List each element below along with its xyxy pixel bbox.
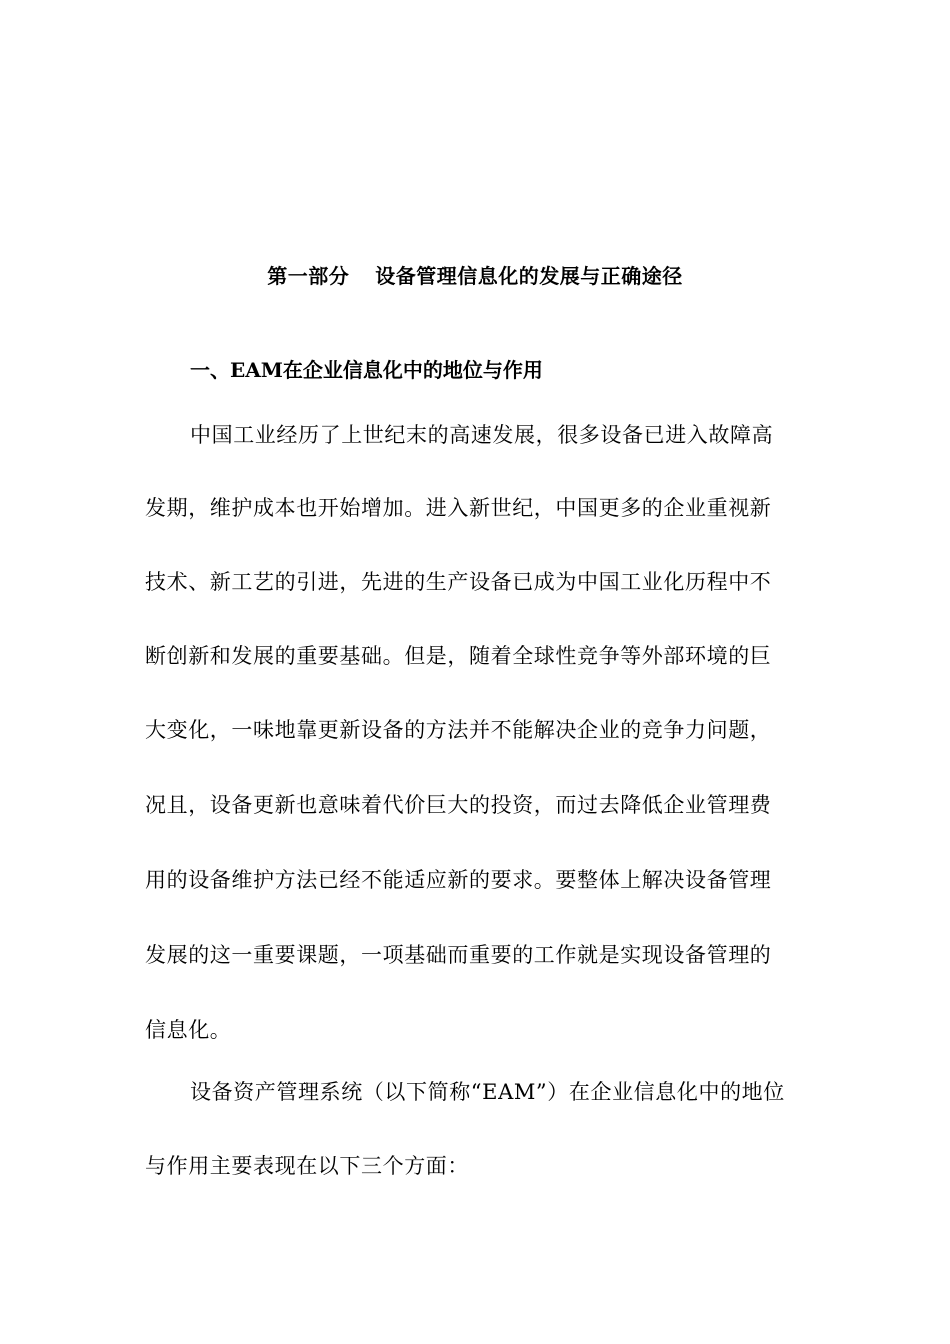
paragraph-line: 技术、新工艺的引进，先进的生产设备已成为中国工业化历程中不 (145, 570, 772, 594)
paragraph-line: 用的设备维护方法已经不能适应新的要求。要整体上解决设备管理 (145, 868, 772, 892)
paragraph-line: 与作用主要表现在以下三个方面： (145, 1154, 469, 1178)
paragraph-line: 中国工业经历了上世纪末的高速发展，很多设备已进入故障高 (190, 423, 774, 447)
section-heading: 一、EAM在企业信息化中的地位与作用 (190, 358, 543, 382)
paragraph-line: 发展的这一重要课题，一项基础而重要的工作就是实现设备管理的 (145, 943, 772, 967)
paragraph-line: 信息化。 (145, 1018, 232, 1042)
part-title (0, 262, 950, 290)
paragraph-line: 设备资产管理系统（以下简称“EAM”）在企业信息化中的地位 (190, 1080, 785, 1104)
part-title-prefix: 第一部分 (267, 264, 350, 288)
part-title-text: 设备管理信息化的发展与正确途径 (375, 264, 683, 288)
paragraph-line: 断创新和发展的重要基础。但是，随着全球性竞争等外部环境的巨 (145, 644, 772, 668)
paragraph-line: 大变化，一味地靠更新设备的方法并不能解决企业的竞争力问题， (145, 718, 772, 742)
paragraph-line: 发期，维护成本也开始增加。进入新世纪，中国更多的企业重视新 (145, 496, 772, 520)
paragraph-line: 况且，设备更新也意味着代价巨大的投资，而过去降低企业管理费 (145, 793, 772, 817)
